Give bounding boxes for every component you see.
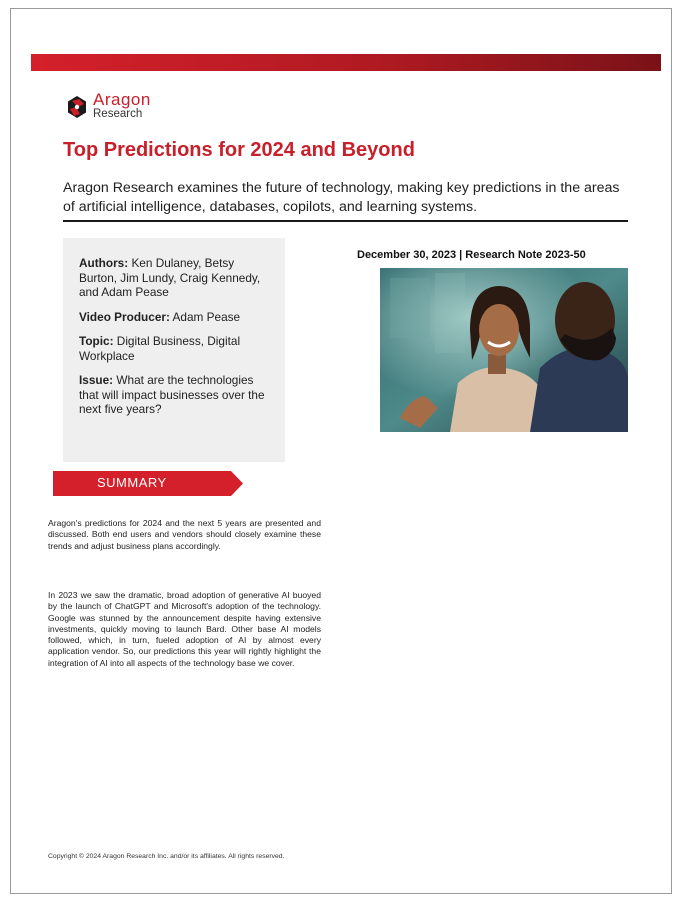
meta-video-value: Adam Pease [172,309,241,324]
report-title: Top Predictions for 2024 and Beyond [63,139,415,161]
summary-paragraph-1: Aragon's predictions for 2024 and the next 5 years are presented and discussed. Both end users and vendors should closely examine these trends and adjust business plans accordingly. [48,518,321,551]
meta-video-label: Video Producer: [79,309,170,324]
logo-subtitle: Research [93,108,143,120]
summary-paragraph-2: In 2023 we saw the dramatic, broad adoption of generative AI buoyed by the launch of ChatGPT and Microsoft's adoption of the technology. Google was stunned by the announcement despite having extensive investments, quickly moving to launch Bard. Other base AI models followed, which, in turn, fueled adoption of AI by almost every application vendor. So, our predictions this year will rightly highlight the integration of AI into all aspects of the technology base we cover. [48,590,321,668]
logo-name: Aragon [93,90,151,109]
meta-authors-value: Ken Dulaney, Betsy Burton, Jim Lundy, Craig Kennedy, and Adam Pease [79,256,261,299]
meta-topic-value: Digital Business, Digital Workplace [79,334,241,363]
summary-banner [53,471,243,496]
meta-topic [79,334,271,363]
business-meeting-photo [380,268,628,432]
meta-authors [79,256,271,300]
meta-video-producer [79,310,271,325]
document-page [10,8,672,894]
report-subtitle: Aragon Research examines the future of technology, making key predictions in the areas of artificial intelligence, databases, copilots, and learning systems. [63,180,620,215]
aragon-logo-icon [65,95,89,119]
meta-authors-label: Authors: [79,256,129,270]
meta-issue-label: Issue: [79,373,114,387]
header-bar [31,54,661,71]
title-divider [63,220,628,222]
summary-heading: SUMMARY [97,475,167,490]
copyright-footer: Copyright © 2024 Aragon Research Inc. and/or its affiliates. All rights reserved. [48,853,285,860]
date-research-note: December 30, 2023 | Research Note 2023-50 [357,249,586,261]
meta-issue [79,373,271,417]
aragon-logo [65,89,185,125]
meta-topic-label: Topic: [79,334,114,348]
meta-box [63,238,285,462]
meta-issue-value: What are the technologies that will impact businesses over the next five years? [79,373,265,416]
